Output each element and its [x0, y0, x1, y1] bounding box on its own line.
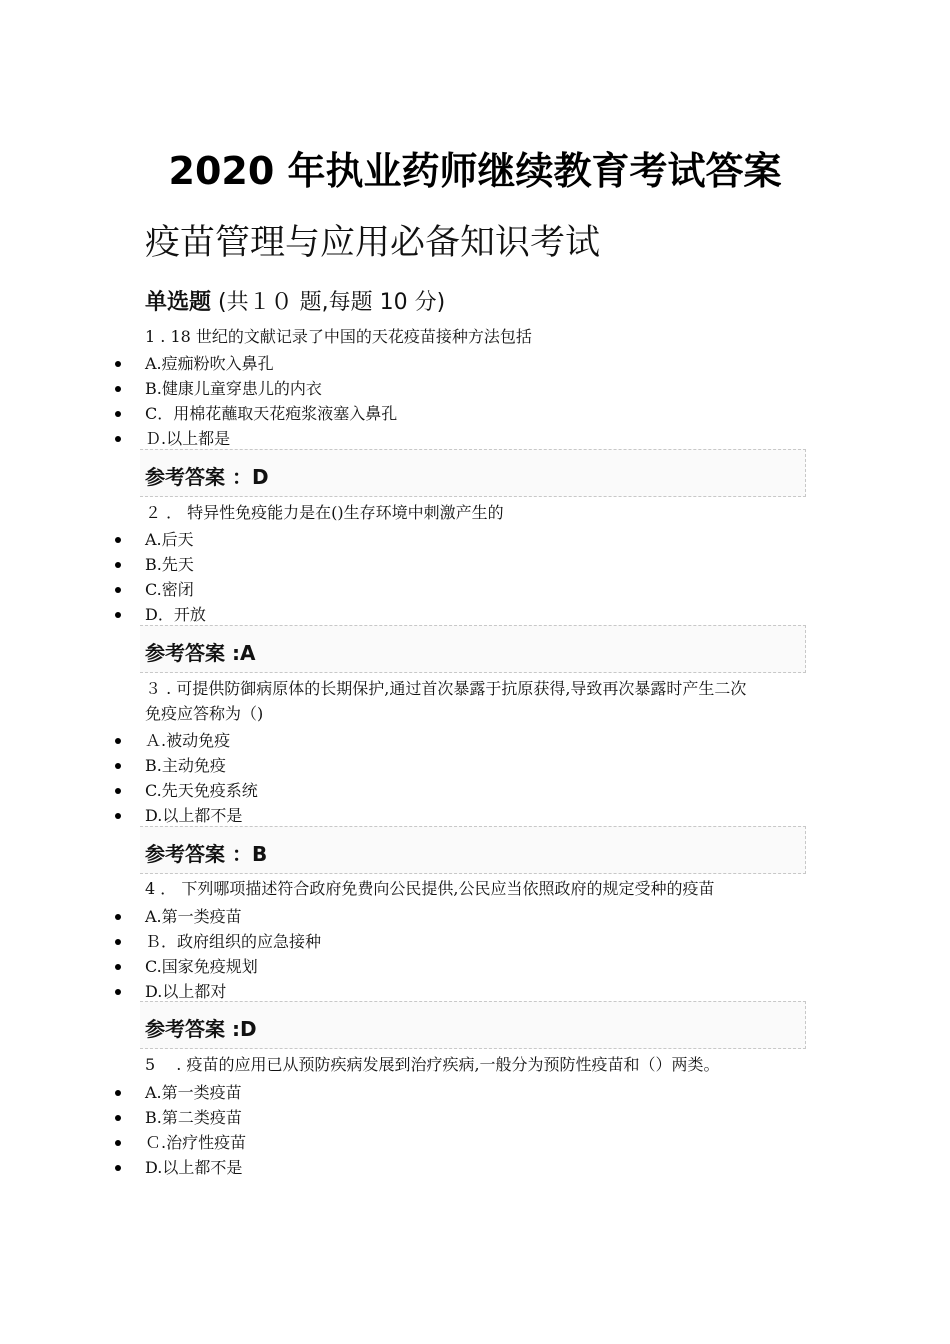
question-5-option-b: B.第二类疫苗	[145, 1108, 242, 1127]
question-1-text: 1 . 18 世纪的文献记录了中国的天花疫苗接种方法包括	[145, 327, 532, 346]
question-4-option-a: A.第一类疫苗	[145, 907, 242, 926]
question-1-option-d: Ｄ.以上都是	[145, 429, 231, 448]
bullet-icon	[115, 537, 121, 543]
question-2-option-d: D．开放	[145, 605, 206, 624]
question-4-option-d: D.以上都对	[145, 982, 227, 1001]
answer-1: 参考答案 ：D	[145, 465, 269, 489]
exam-subtitle: 疫苗管理与应用必备知识考试	[145, 223, 601, 263]
bullet-icon	[115, 813, 121, 819]
question-4-option-b: Ｂ．政府组织的应急接种	[145, 932, 322, 951]
question-2-text: ２ ． 特异性免疫能力是在()生存环境中刺激产生的	[145, 503, 504, 522]
question-1-option-b: B.健康儿童穿患儿的内衣	[145, 379, 322, 398]
bullet-icon	[115, 939, 121, 945]
question-3-option-d: D.以上都不是	[145, 806, 243, 825]
question-3-text-line-1: ３ . 可提供防御病原体的长期保护,通过首次暴露于抗原获得,导致再次暴露时产生二次	[145, 679, 747, 698]
question-3-option-b: B.主动免疫	[145, 756, 226, 775]
answer-box-1	[140, 449, 806, 497]
bullet-icon	[115, 738, 121, 744]
bullet-icon	[115, 436, 121, 442]
question-3-option-c: C.先天免疫系统	[145, 781, 258, 800]
section-heading	[145, 285, 445, 316]
bullet-icon	[115, 587, 121, 593]
bullet-icon	[115, 612, 121, 618]
question-5-text: 5 . 疫苗的应用已从预防疾病发展到治疗疾病,一般分为预防性疫苗和（）两类。	[145, 1055, 720, 1074]
bullet-icon	[115, 1115, 121, 1121]
question-2-option-b: B.先天	[145, 555, 194, 574]
bullet-icon	[115, 562, 121, 568]
bullet-icon	[115, 1165, 121, 1171]
question-2-option-a: A.后天	[145, 530, 194, 549]
answer-box-3	[140, 826, 806, 874]
question-4-text: 4 ． 下列哪项描述符合政府免费向公民提供,公民应当依照政府的规定受种的疫苗	[145, 879, 715, 898]
question-3-text-line-2: 免疫应答称为（)	[145, 704, 264, 723]
bullet-icon	[115, 914, 121, 920]
question-3-option-a: Ａ.被动免疫	[145, 731, 231, 750]
bullet-icon	[115, 1140, 121, 1146]
answer-4: 参考答案 :D	[145, 1017, 257, 1041]
bullet-icon	[115, 411, 121, 417]
question-5-option-c: Ｃ.治疗性疫苗	[145, 1133, 247, 1152]
bullet-icon	[115, 361, 121, 367]
question-4-option-c: C.国家免疫规划	[145, 957, 258, 976]
bullet-icon	[115, 1090, 121, 1096]
question-5-option-d: D.以上都不是	[145, 1158, 243, 1177]
bullet-icon	[115, 788, 121, 794]
question-2-option-c: C.密闭	[145, 580, 194, 599]
bullet-icon	[115, 964, 121, 970]
page-title: 2020 年执业药师继续教育考试答案	[168, 149, 782, 193]
answer-3: 参考答案 ：B	[145, 842, 268, 866]
bullet-icon	[115, 989, 121, 995]
question-5-option-a: A.第一类疫苗	[145, 1083, 242, 1102]
section-label: 单选题	[145, 290, 212, 315]
bullet-icon	[115, 763, 121, 769]
section-info: (共１０ 题,每题 10 分)	[218, 290, 446, 315]
answer-box-4	[140, 1001, 806, 1049]
bullet-icon	[115, 386, 121, 392]
answer-box-2	[140, 625, 806, 673]
answer-2: 参考答案 :A	[145, 641, 256, 665]
question-1-option-c: C．用棉花蘸取天花疱浆液塞入鼻孔	[145, 404, 398, 423]
question-1-option-a: A.痘痂粉吹入鼻孔	[145, 354, 274, 373]
